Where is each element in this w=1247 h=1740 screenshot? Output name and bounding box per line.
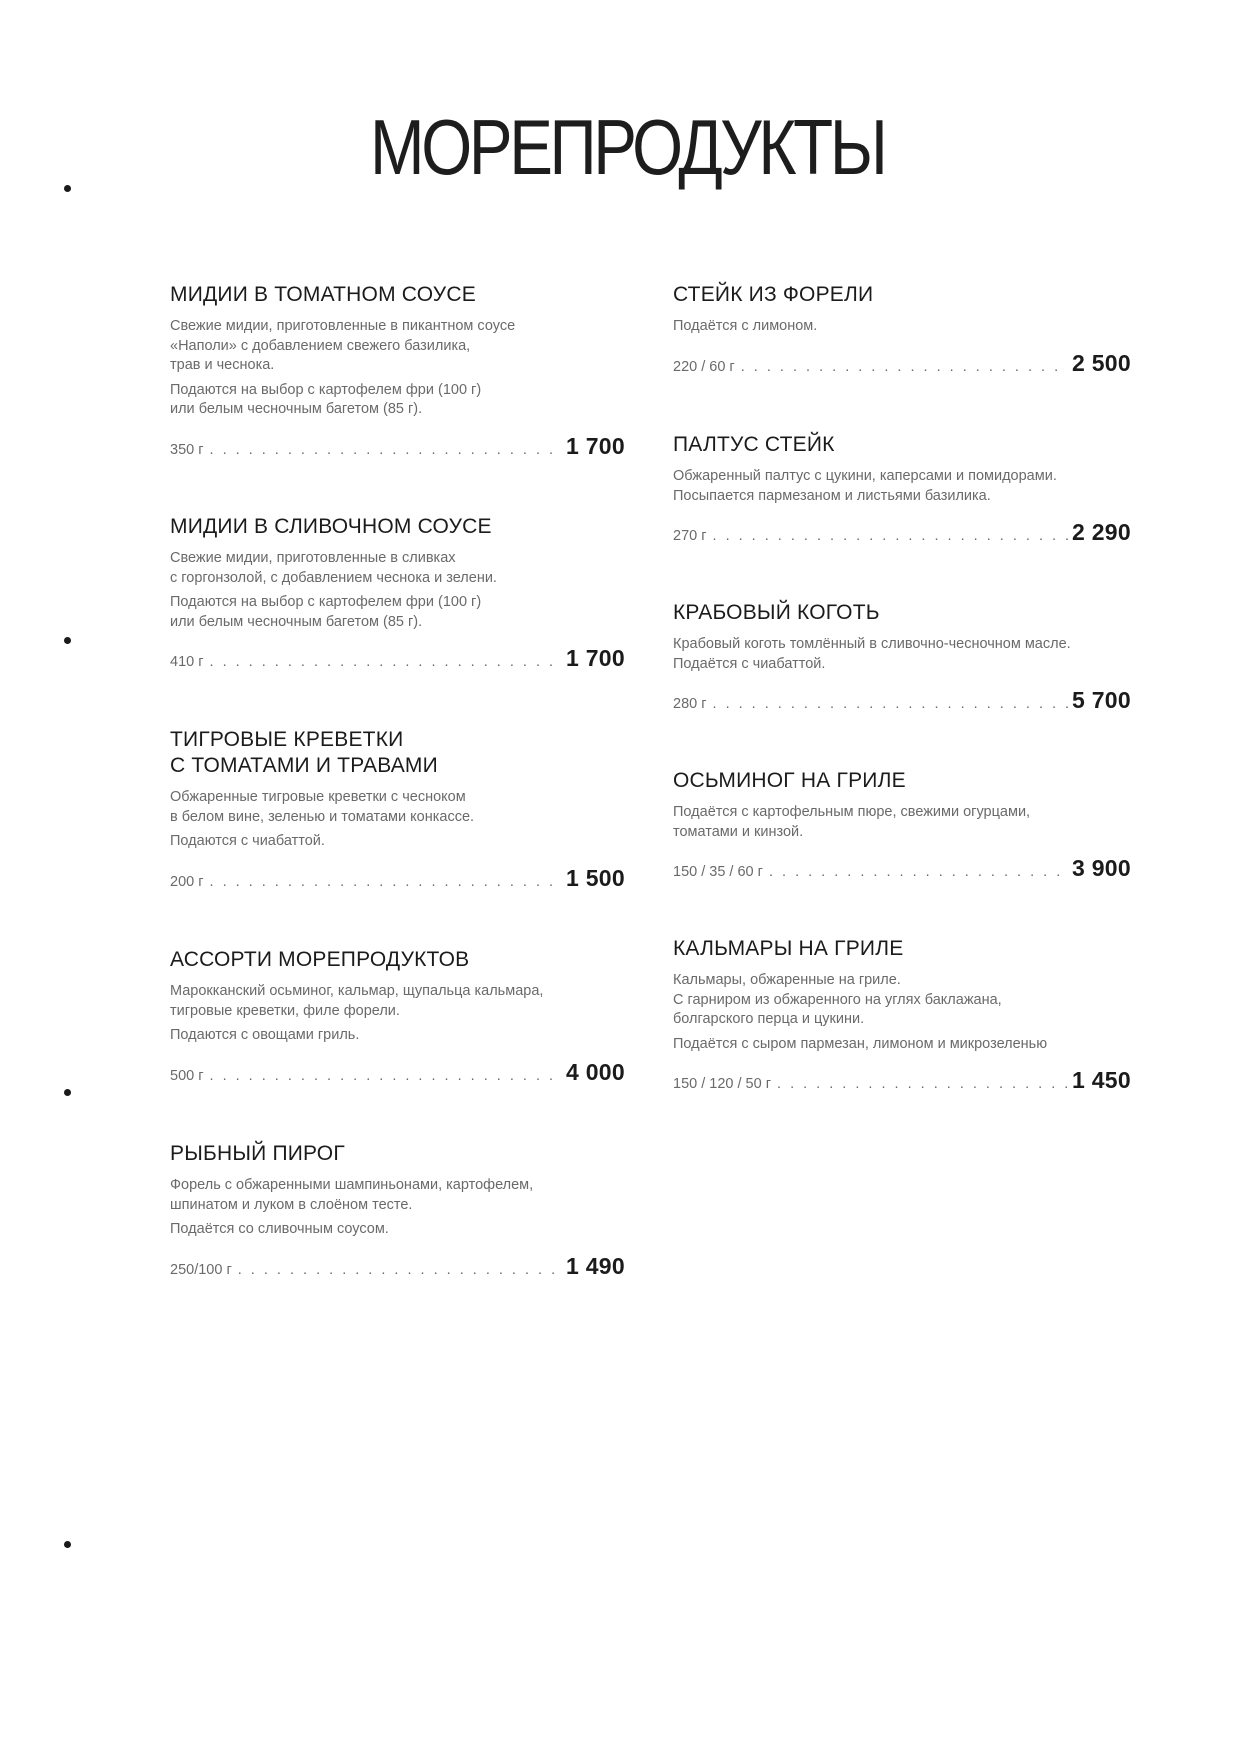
dish-description: [170, 381, 625, 420]
dish-weight: 150 / 120 / 50 г: [673, 1076, 772, 1092]
dish-name: [170, 1141, 625, 1167]
description-line: Подаётся с картофельным пюре, свежими огурцами,: [673, 804, 1031, 820]
description-line: Марокканский осьминог, кальмар, щупальца кальмара,: [170, 983, 544, 999]
dish-price: 5 700: [1071, 687, 1131, 713]
menu-item: [673, 768, 1131, 882]
price-row: [673, 350, 1131, 377]
dish-name-line: КРАБОВЫЙ КОГОТЬ: [673, 601, 880, 624]
dish-name: [673, 936, 1131, 962]
description-line: с горгонзолой, с добавлением чеснока и зелени.: [170, 569, 497, 586]
menu-item: [673, 600, 1131, 714]
description-line: тигровые креветки, филе форели.: [170, 1002, 400, 1019]
dish-description: [170, 832, 625, 852]
description-line: томатами и кинзой.: [673, 823, 804, 840]
dish-name: [170, 514, 625, 540]
price-row: [673, 1067, 1131, 1094]
dot-leader: [713, 696, 1068, 712]
dot-leader: [238, 1262, 562, 1278]
dish-name-line: МИДИИ В СЛИВОЧНОМ СОУСЕ: [170, 515, 492, 538]
description-line: Подаются на выбор с картофелем фри (100 г): [170, 381, 482, 398]
description-line: «Наполи» с добавлением свежего базилика,: [170, 337, 471, 354]
description-line: Крабовый коготь томлённый в сливочно-чесночном масле.: [673, 636, 1071, 652]
price-row: [170, 1059, 625, 1086]
dish-name-line: ТИГРОВЫЕ КРЕВЕТКИ: [170, 728, 404, 751]
dish-weight: 410 г: [170, 654, 204, 670]
price-row: [170, 433, 625, 460]
dot-leader: [210, 1068, 562, 1084]
dish-description: [673, 467, 1131, 506]
description-line: шпинатом и луком в слоёном тесте.: [170, 1196, 413, 1213]
dot-leader: [741, 359, 1068, 375]
dish-price: 4 000: [565, 1058, 625, 1085]
description-line: Подаётся с сыром пармезан, лимоном и микрозеленью: [673, 1035, 1048, 1052]
dish-weight: 200 г: [170, 873, 204, 890]
dish-description: [673, 635, 1131, 674]
dish-description: [170, 1176, 625, 1215]
menu-item: [170, 727, 625, 892]
description-line: трав и чеснока.: [170, 357, 275, 373]
dish-price: 1 700: [565, 645, 625, 671]
menu-item: [170, 514, 625, 672]
dish-name-line: РЫБНЫЙ ПИРОГ: [170, 1142, 345, 1165]
description-line: Обжаренный палтус с цукини, каперсами и помидорами.: [673, 468, 1057, 484]
price-row: [170, 645, 625, 672]
menu-item: [673, 432, 1131, 546]
description-line: Свежие мидии, приготовленные в пикантном соусе: [170, 318, 516, 334]
dish-name: [673, 600, 1131, 626]
dish-description: [673, 317, 1131, 337]
description-line: Подаётся со сливочным соусом.: [170, 1221, 389, 1237]
dish-name: [673, 768, 1131, 794]
menu-item: [170, 1141, 625, 1280]
page-title: МОРЕПРОДУКТЫ: [370, 103, 885, 191]
description-line: С гарниром из обжаренного на углях баклажана,: [673, 991, 1002, 1008]
dish-name-line: АССОРТИ МОРЕПРОДУКТОВ: [170, 948, 470, 971]
dish-name-line: МИДИИ В ТОМАТНОМ СОУСЕ: [170, 283, 476, 306]
dish-weight: 500 г: [170, 1067, 204, 1084]
dish-description: [170, 1026, 625, 1046]
dish-price: 2 290: [1071, 519, 1131, 545]
dish-price: 1 500: [565, 864, 625, 891]
description-line: Форель с обжаренными шампиньонами, картофелем,: [170, 1177, 534, 1193]
dot-leader: [713, 528, 1068, 544]
description-line: Подаётся с лимоном.: [673, 318, 818, 334]
margin-dot: [64, 1541, 71, 1548]
dish-price: 1 450: [1071, 1067, 1131, 1093]
dish-price: 1 490: [565, 1252, 625, 1279]
dish-name: [170, 727, 625, 779]
menu-item: [170, 282, 625, 460]
dot-leader: [210, 442, 562, 458]
dish-name: [170, 282, 625, 308]
price-row: [170, 865, 625, 892]
dish-description: [673, 971, 1131, 1030]
menu-item: [673, 282, 1131, 377]
dish-price: 1 700: [565, 432, 625, 459]
dish-description: [673, 803, 1131, 842]
dish-name: [673, 282, 1131, 308]
description-line: Подаются на выбор с картофелем фри (100 г): [170, 594, 482, 610]
margin-dot: [64, 1089, 71, 1096]
dish-description: [170, 593, 625, 632]
dish-description: [170, 982, 625, 1021]
dish-name-line: КАЛЬМАРЫ НА ГРИЛЕ: [673, 937, 904, 960]
dish-name-line: ПАЛТУС СТЕЙК: [673, 433, 835, 456]
dish-description: [673, 1035, 1131, 1055]
menu-item: [673, 936, 1131, 1094]
dish-description: [170, 1220, 625, 1240]
menu-item: [170, 947, 625, 1086]
description-line: Свежие мидии, приготовленные в сливках: [170, 550, 456, 566]
price-row: [673, 687, 1131, 714]
description-line: Подаются с чиабаттой.: [170, 833, 325, 849]
dish-weight: 250/100 г: [170, 1261, 232, 1278]
description-line: Посыпается пармезаном и листьями базилика.: [673, 487, 991, 504]
description-line: или белым чесночным багетом (85 г).: [170, 613, 423, 630]
description-line: Кальмары, обжаренные на гриле.: [673, 972, 901, 988]
description-line: болгарского перца и цукини.: [673, 1011, 865, 1027]
dish-weight: 220 / 60 г: [673, 358, 735, 375]
margin-dot: [64, 637, 71, 644]
dish-weight: 350 г: [170, 441, 204, 458]
description-line: в белом вине, зеленью и томатами конкассе.: [170, 808, 475, 825]
price-row: [170, 1253, 625, 1280]
price-row: [673, 519, 1131, 546]
dish-weight: 280 г: [673, 696, 707, 712]
dish-description: [170, 788, 625, 827]
dish-price: 3 900: [1071, 855, 1131, 881]
description-line: Обжаренные тигровые креветки с чесноком: [170, 789, 466, 805]
dot-leader: [210, 654, 562, 670]
dot-leader: [210, 874, 562, 890]
dish-price: 2 500: [1071, 349, 1131, 376]
dish-weight: 270 г: [673, 528, 707, 544]
dot-leader: [769, 864, 1068, 880]
dish-name-line: СТЕЙК ИЗ ФОРЕЛИ: [673, 283, 874, 306]
dot-leader: [777, 1076, 1068, 1092]
dish-name-line: С ТОМАТАМИ И ТРАВАМИ: [170, 754, 438, 777]
dish-description: [170, 549, 625, 588]
description-line: Подаётся с чиабаттой.: [673, 655, 826, 672]
dish-name-line: ОСЬМИНОГ НА ГРИЛЕ: [673, 769, 906, 792]
dish-name: [170, 947, 625, 973]
description-line: или белым чесночным багетом (85 г).: [170, 401, 423, 417]
price-row: [673, 855, 1131, 882]
dish-weight: 150 / 35 / 60 г: [673, 864, 763, 880]
margin-dot: [64, 185, 71, 192]
dish-name: [673, 432, 1131, 458]
description-line: Подаются с овощами гриль.: [170, 1027, 360, 1043]
dish-description: [170, 317, 625, 376]
